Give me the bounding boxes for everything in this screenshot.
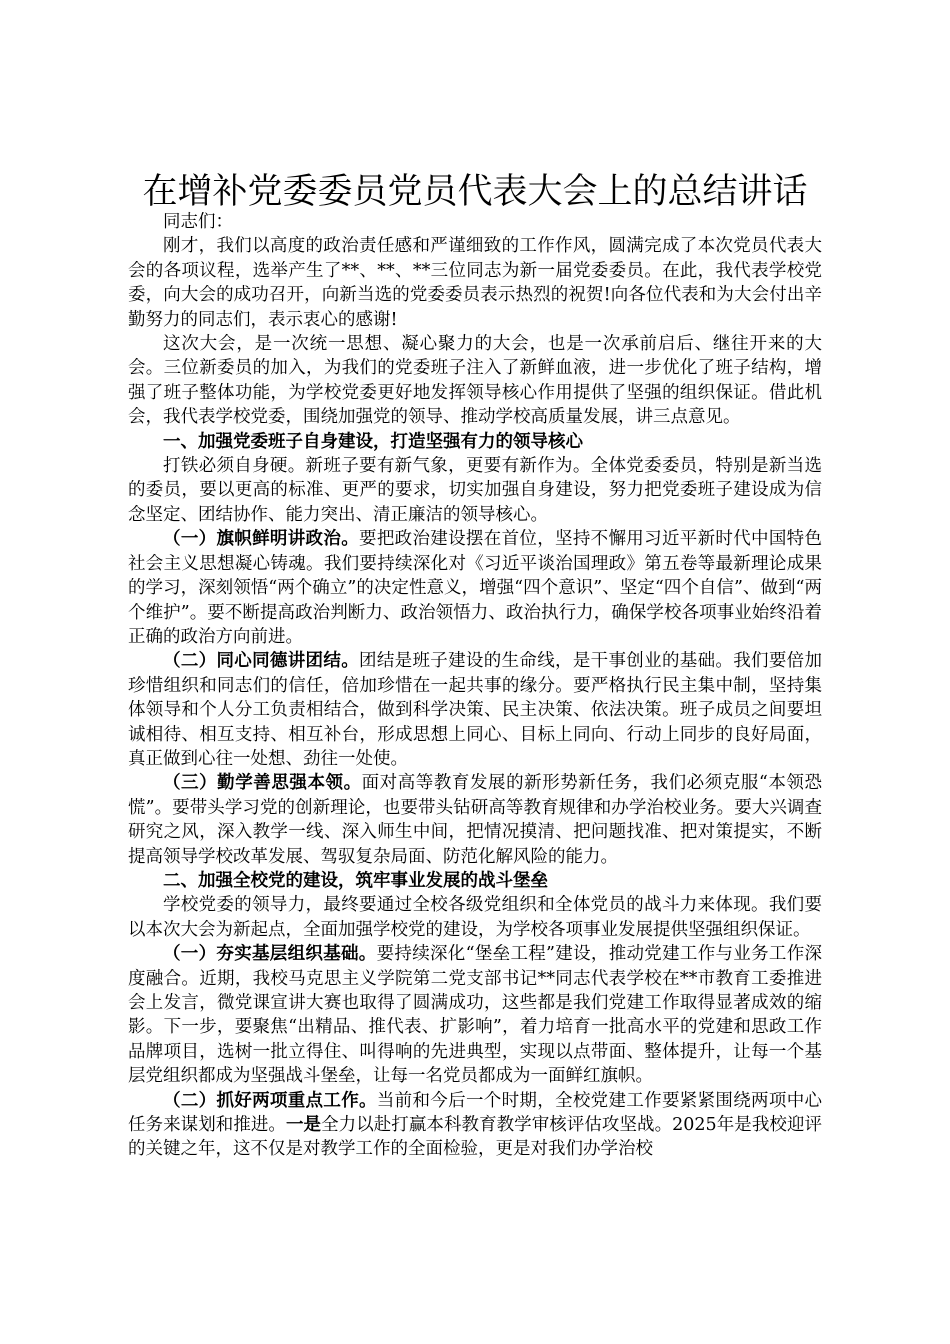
paragraph-text: 面对高等教育发展的新形势新任务，我们必须克服“本领恐慌”。要带头学习党的创新理论，也要带头钻研高等教育规律和办学治校业务。要大兴调查研究之风，深入教学一线、深入师生中间，把情况摸清、把问题找准、把对策提实，不断提高领导学校改革发展、驾驭复杂局面、防范化解风险的能力。 [128, 773, 822, 867]
paragraph [128, 771, 822, 869]
section-heading: 二、加强全校党的建设，筑牢事业发展的战斗堡垒 [163, 870, 548, 891]
subsection-lead: （一）夯实基层组织基础。 [163, 944, 377, 965]
paragraph [128, 649, 822, 771]
section-heading: 一、加强党委班子自身建设，打造坚强有力的领导核心 [163, 431, 583, 452]
paragraph: 学校党委的领导力，最终要通过全校各级党组织和全体党员的战斗力来体现。我们要以本次大会为新起点，全面加强学校党的建设，为学校各项事业发展提供坚强组织保证。 [128, 895, 822, 940]
paragraph [128, 527, 822, 649]
subsection-lead: （三）勤学善思强本领。 [163, 773, 362, 794]
paragraph-text: 当前和今后一个时期，全校党建工作要紧紧围绕两项中心任务来谋划和推进。 [128, 1090, 823, 1136]
paragraph: 打铁必须自身硬。新班子要有新气象，更要有新作为。全体党委委员，特别是新当选的委员，要以更高的标准、更严的要求，切实加强自身建设，努力把党委班子建设成为信念坚定、团结协作、能力突出、清正廉洁的领导核心。 [128, 456, 822, 525]
paragraph-text: 要持续深化“堡垒工程”建设，推动党建工作与业务工作深度融合。近期，我校马克思主义学院第二党支部书记**同志代表学校在**市教育工委推进会上发言，微党课宣讲大赛也取得了圆满成功，这些都是我们党建工作取得显著成效的缩影。下一步，要聚焦“出精品、推代表、扩影响”，着力培育一批高水平的党建和思政工作品牌项目，选树一批立得住、叫得响的先进典型，实现以点带面、整体提升，让每一个基层党组织都成为坚强战斗堡垒，让每一名党员都成为一面鲜红旗帜。 [128, 944, 822, 1087]
subsection-lead: （二）抓好两项重点工作。 [163, 1090, 377, 1111]
paragraph: 这次大会，是一次统一思想、凝心聚力的大会，也是一次承前启后、继往开来的大会。三位新委员的加入，为我们的党委班子注入了新鲜血液，进一步优化了班子结构，增强了班子整体功能，为学校党委更好地发挥领导核心作用提供了坚强的组织保证。借此机会，我代表学校党委，围绕加强党的领导、推动学校高质量发展，讲三点意见。 [128, 334, 822, 428]
paragraph-text: 全力以赴打赢本科教育教学审核评估攻坚战。2025年是我校迎评的关键之年，这不仅是对教学工作的全面检验，更是对我们办学治校 [128, 1115, 823, 1160]
subsection-lead: （二）同心同德讲团结。 [163, 651, 360, 672]
paragraph-text: 要把政治建设摆在首位，坚持不懈用习近平新时代中国特色社会主义思想凝心铸魂。我们要持续深化对《习近平谈治国理政》第五卷等最新理论成果的学习，深刻领悟“两个确立”的决定性意义，增强“四个意识”、坚定“四个自信”、做到“两个维护”。要不断提高政治判断力、政治领悟力、政治执行力，确保学校各项事业始终沿着正确的政治方向前进。 [128, 529, 822, 647]
item-lead: 一是 [285, 1115, 322, 1136]
paragraph [128, 942, 822, 1088]
salutation: 同志们： [163, 212, 233, 232]
document-body [128, 210, 822, 1162]
paragraph-text: 团结是班子建设的生命线，是干事创业的基础。我们要倍加珍惜组织和同志们的信任，倍加珍惜在一起共事的缘分。要严格执行民主集中制，坚持集体领导和个人分工负责相结合，做到科学决策、民主决策、依法决策。班子成员之间要坦诚相待、相互支持、相互补台，形成思想上同心、目标上同向、行动上同步的良好局面，真正做到心往一处想、劲往一处使。 [128, 651, 822, 769]
document-title: 在增补党委委员党员代表大会上的总结讲话 [142, 172, 808, 212]
paragraph [128, 1089, 822, 1162]
paragraph: 刚才，我们以高度的政治责任感和严谨细致的工作作风，圆满完成了本次党员代表大会的各项议程，选举产生了**、**、**三位同志为新一届党委委员。在此，我代表学校党委，向大会的成功召开，向新当选的党委委员表示热烈的祝贺!向各位代表和为大会付出辛勤努力的同志们，表示衷心的感谢! [128, 236, 822, 330]
subsection-lead: （一）旗帜鲜明讲政治。 [163, 529, 360, 550]
